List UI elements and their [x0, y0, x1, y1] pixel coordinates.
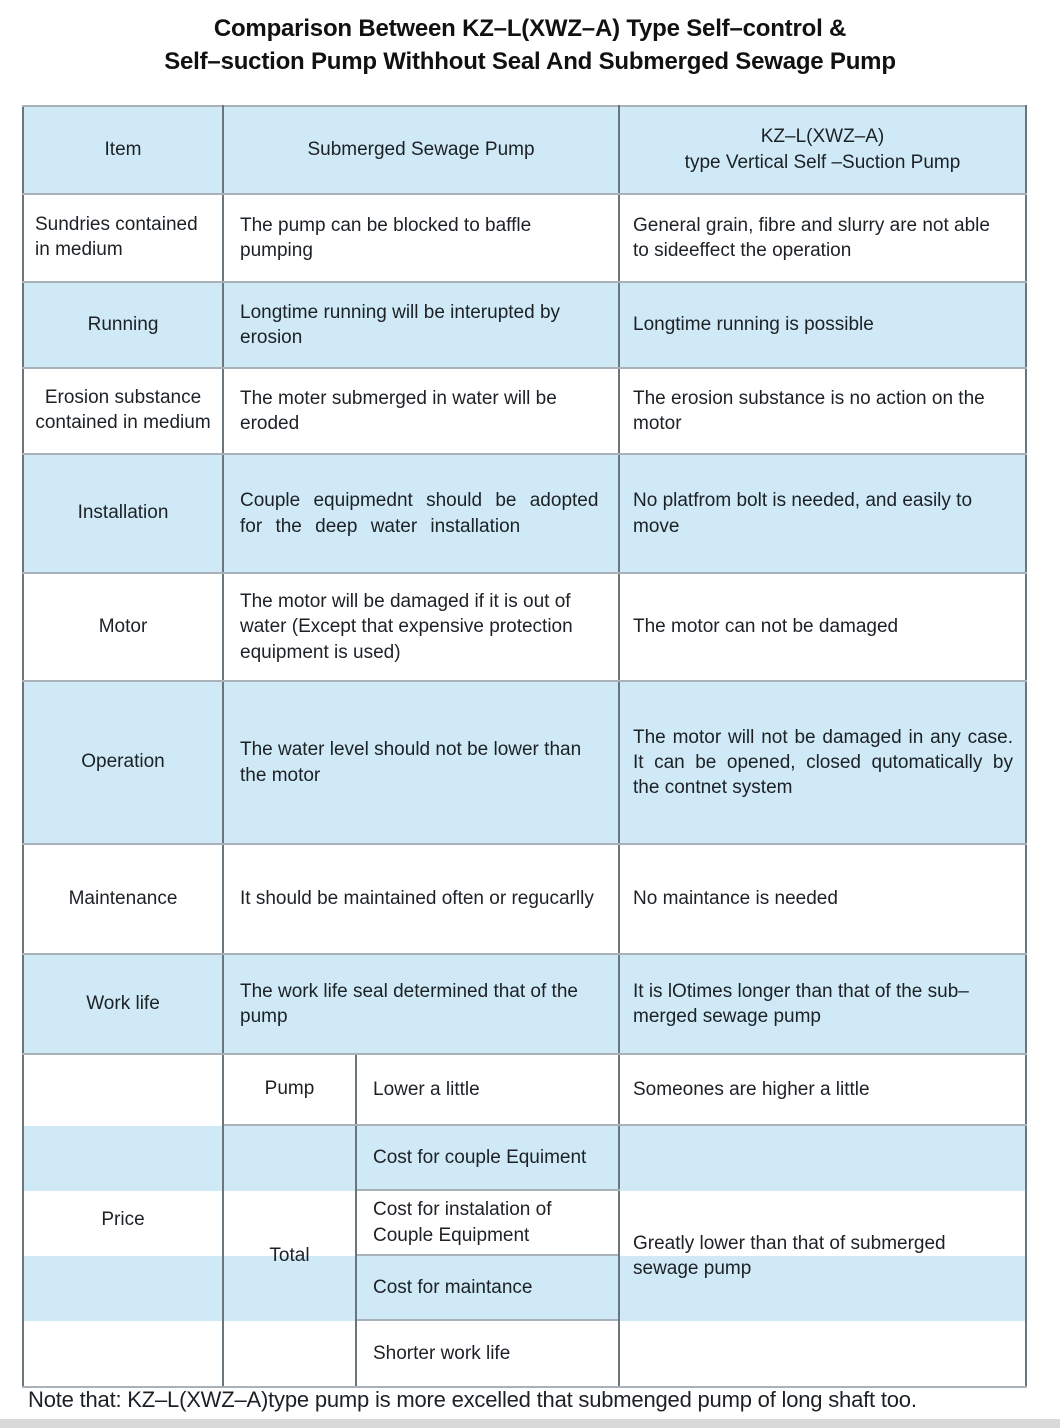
price-cost-item-4: Shorter work life — [356, 1320, 619, 1387]
cell-sundries-kzl: General grain, fibre and slurry are not able to sideeffect the operation — [619, 194, 1026, 282]
document-title — [0, 12, 1060, 78]
cell-erosion-submerged: The moter submerged in water will be eroded — [223, 368, 619, 454]
row-label-motor: Motor — [23, 573, 223, 681]
cell-running-kzl: Longtime running is possible — [619, 282, 1026, 368]
cell-motor-submerged: The motor will be damaged if it is out of water (Except that expensive protection equipment is used) — [223, 573, 619, 681]
table-row-motor — [23, 573, 1026, 681]
price-category-total: Total — [223, 1125, 356, 1387]
table-row-erosion — [23, 368, 1026, 454]
title-line-1: Comparison Between KZ–L(XWZ–A) Type Self–control & — [213, 15, 847, 42]
table-row-running — [23, 282, 1026, 368]
title-line-2: Self–suction Pump Withhout Seal And Submerged Sewage Pump — [164, 48, 896, 75]
price-cost-item-1: Cost for couple Equiment — [356, 1125, 619, 1190]
table-row-price-pump — [23, 1054, 1026, 1125]
cell-price-pump-kzl: Someones are higher a little — [619, 1054, 1026, 1125]
bottom-edge-bar — [0, 1419, 1060, 1428]
cell-maintenance-submerged: It should be maintained often or regucarlly — [223, 844, 619, 954]
header-item: Item — [23, 106, 223, 194]
comparison-table — [22, 105, 1027, 1388]
row-label-maintenance: Maintenance — [23, 844, 223, 954]
cell-operation-kzl: The motor will not be damaged in any case. It can be opened, closed qutomatically by the contnet system — [619, 681, 1026, 844]
price-category-pump: Pump — [223, 1054, 356, 1125]
header-kzl-line-1: KZ–L(XWZ–A) — [760, 126, 885, 148]
row-label-installation: Installation — [23, 454, 223, 573]
row-label-work-life: Work life — [23, 954, 223, 1054]
row-label-operation: Operation — [23, 681, 223, 844]
cell-price-total-kzl: Greatly lower than that of submerged sewage pump — [619, 1125, 1026, 1387]
cell-price-pump-submerged: Lower a little — [356, 1054, 619, 1125]
row-label-sundries: Sundries contained in medium — [23, 194, 223, 282]
cell-motor-kzl: The motor can not be damaged — [619, 573, 1026, 681]
price-cost-item-2: Cost for instalation of Couple Equipment — [356, 1190, 619, 1255]
cell-erosion-kzl: The erosion substance is no action on the motor — [619, 368, 1026, 454]
table-row-sundries — [23, 194, 1026, 282]
cell-running-submerged: Longtime running will be interupted by erosion — [223, 282, 619, 368]
footnote: Note that: KZ–L(XWZ–A)type pump is more excelled that submenged pump of long shaft too. — [28, 1387, 917, 1412]
header-row — [23, 106, 1026, 194]
table-row-maintenance — [23, 844, 1026, 954]
price-cost-item-3: Cost for maintance — [356, 1255, 619, 1320]
header-submerged-pump: Submerged Sewage Pump — [223, 106, 619, 194]
table-row-operation — [23, 681, 1026, 844]
cell-installation-kzl: No platfrom bolt is needed, and easily to move — [619, 454, 1026, 573]
table-row-installation — [23, 454, 1026, 573]
cell-sundries-submerged: The pump can be blocked to baffle pumping — [223, 194, 619, 282]
cell-work-life-kzl: It is lOtimes longer than that of the sub–merged sewage pump — [619, 954, 1026, 1054]
table-row-work-life — [23, 954, 1026, 1054]
cell-installation-submerged: Couple equipmednt should be adopted for the deep water installation — [223, 454, 619, 573]
header-kzl-line-2: type Vertical Self –Suction Pump — [684, 152, 961, 173]
cell-work-life-submerged: The work life seal determined that of the pump — [223, 954, 619, 1054]
row-label-price: Price — [23, 1054, 223, 1387]
cell-operation-submerged: The water level should not be lower than the motor — [223, 681, 619, 844]
cell-maintenance-kzl: No maintance is needed — [619, 844, 1026, 954]
header-kzl-pump — [619, 106, 1026, 194]
row-label-running: Running — [23, 282, 223, 368]
row-label-erosion: Erosion substance contained in medium — [23, 368, 223, 454]
